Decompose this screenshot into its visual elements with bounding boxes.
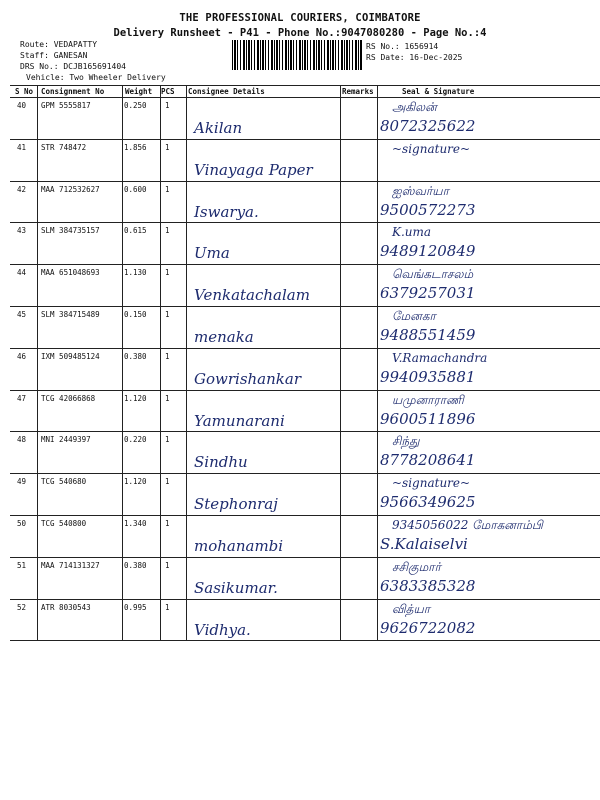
rs-number: RS No.: 1656914 <box>366 42 439 51</box>
cell-sno: 42 <box>17 184 27 194</box>
consignee-name-handwritten: Sindhu <box>194 453 248 472</box>
cell-sno: 45 <box>17 310 27 319</box>
cell-weight: 1.340 <box>124 519 147 528</box>
signature-handwritten: மேனகா <box>392 309 436 323</box>
cell-pcs: 1 <box>165 477 170 487</box>
row-divider <box>10 640 600 641</box>
cell-sno: 41 <box>17 142 27 152</box>
cell-sno: 46 <box>17 351 27 361</box>
consignee-name-handwritten: Yamunarani <box>194 411 285 430</box>
cell-sno: 52 <box>17 602 27 612</box>
signature-handwritten: 9345056022 மோகனாம்பி <box>392 518 543 532</box>
consignee-name-handwritten: Iswarya. <box>194 202 259 221</box>
cell-weight: 1.120 <box>124 477 147 487</box>
row-divider <box>10 139 600 140</box>
phone-handwritten: 9566349625 <box>380 493 476 512</box>
cell-consignment: GPM 5555817 <box>41 101 91 110</box>
phone-handwritten: 9500572273 <box>380 200 476 219</box>
phone-handwritten: 9600511896 <box>380 409 476 428</box>
cell-weight: 0.615 <box>124 226 147 236</box>
consignee-name-handwritten: Sasikumar. <box>194 578 278 597</box>
cell-consignment: TCG 540680 <box>41 477 87 487</box>
signature-handwritten: V.Ramachandra <box>392 350 488 365</box>
row-divider <box>10 306 600 307</box>
col-header-pcs: PCS <box>161 87 175 96</box>
cell-weight: 0.220 <box>124 435 147 445</box>
cell-consignment: TCG 540800 <box>41 519 87 528</box>
cell-pcs: 1 <box>165 142 170 152</box>
signature-handwritten: வெங்கடாசலம் <box>392 267 474 282</box>
row-divider <box>10 431 600 432</box>
route-label: Route: VEDAPATTY <box>20 40 98 49</box>
drs-number: DRS No.: DCJB165691404 <box>20 62 126 71</box>
cell-consignment: SLM 384735157 <box>41 226 100 236</box>
cell-weight: 0.150 <box>124 310 147 319</box>
signature-handwritten: K.uma <box>392 225 432 240</box>
table-top-border <box>10 85 600 86</box>
phone-handwritten: 9489120849 <box>380 242 476 261</box>
col-header-consignee: Consignee Details <box>188 87 265 96</box>
cell-consignment: STR 748472 <box>41 142 87 152</box>
signature-handwritten: சசிகுமார் <box>392 559 441 574</box>
cell-weight: 0.250 <box>124 101 147 110</box>
cell-weight: 1.130 <box>124 268 147 278</box>
row-divider <box>10 515 600 516</box>
cell-consignment: SLM 384715489 <box>41 310 100 319</box>
cell-weight: 0.600 <box>124 184 147 194</box>
cell-weight: 1.120 <box>124 393 147 403</box>
consignee-name-handwritten: Akilan <box>194 119 243 137</box>
cell-sno: 44 <box>17 268 27 278</box>
row-divider <box>10 557 600 558</box>
vehicle-label: Vehicle: Two Wheeler Delivery <box>26 73 166 82</box>
col-header-weight: Weight <box>125 87 153 96</box>
cell-sno: 47 <box>17 393 27 403</box>
cell-pcs: 1 <box>165 184 170 194</box>
cell-consignment: MAA 714131327 <box>41 560 100 570</box>
runsheet-subtitle: Delivery Runsheet - P41 - Phone No.:9047080280 - Page No.:4 <box>113 27 487 39</box>
consignee-name-handwritten: menaka <box>194 328 254 346</box>
phone-handwritten: 6379257031 <box>380 284 476 303</box>
cell-pcs: 1 <box>165 560 170 570</box>
cell-consignment: ATR 8030543 <box>41 602 91 612</box>
cell-pcs: 1 <box>165 602 170 612</box>
company-title: THE PROFESSIONAL COURIERS, COIMBATORE <box>179 12 421 24</box>
col-header-sno: S No <box>15 87 34 96</box>
phone-handwritten: 9626722082 <box>380 618 476 637</box>
staff-label: Staff: GANESAN <box>20 51 88 60</box>
signature-handwritten: ~signature~ <box>392 476 471 491</box>
cell-pcs: 1 <box>165 393 170 403</box>
consignee-name-handwritten: Vinayaga Paper <box>194 160 313 179</box>
rs-date: RS Date: 16-Dec-2025 <box>366 53 463 62</box>
cell-sno: 51 <box>17 560 27 570</box>
cell-consignment: MNI 2449397 <box>41 435 91 445</box>
cell-consignment: MAA 651048693 <box>41 268 100 278</box>
consignee-name-handwritten: Stephonraj <box>194 495 278 514</box>
phone-handwritten: 8072325622 <box>380 117 476 135</box>
cell-consignment: TCG 42066868 <box>41 393 96 403</box>
cell-pcs: 1 <box>165 351 170 361</box>
cell-sno: 40 <box>17 101 27 110</box>
cell-sno: 43 <box>17 226 27 236</box>
cell-pcs: 1 <box>165 435 170 445</box>
cell-pcs: 1 <box>165 268 170 278</box>
row-divider <box>10 348 600 349</box>
cell-sno: 49 <box>17 477 27 487</box>
row-divider <box>10 473 600 474</box>
signature-handwritten: ~signature~ <box>392 141 471 156</box>
col-header-remarks: Remarks <box>342 87 374 96</box>
consignee-name-handwritten: mohanambi <box>194 537 284 555</box>
consignee-name-handwritten: Uma <box>194 244 230 263</box>
phone-handwritten: 9488551459 <box>380 326 476 344</box>
col-header-consignment: Consignment No <box>41 87 105 96</box>
signature-handwritten: ஐஸ்வர்யா <box>392 183 449 198</box>
phone-handwritten: S.Kalaiselvi <box>380 535 468 553</box>
phone-handwritten: 6383385328 <box>380 576 476 595</box>
cell-sno: 48 <box>17 435 27 445</box>
row-divider <box>10 599 600 600</box>
cell-sno: 50 <box>17 519 27 528</box>
header-bottom-border <box>10 97 600 98</box>
signature-handwritten: அகிலன் <box>392 100 437 114</box>
cell-pcs: 1 <box>165 310 170 319</box>
row-divider <box>10 181 600 182</box>
barcode <box>232 40 362 70</box>
cell-consignment: MAA 712532627 <box>41 184 100 194</box>
row-divider <box>10 264 600 265</box>
cell-weight: 1.856 <box>124 142 147 152</box>
signature-handwritten: வித்யா <box>392 601 431 616</box>
col-header-seal: Seal & Signature <box>402 87 475 96</box>
cell-consignment: IXM 509485124 <box>41 351 100 361</box>
cell-weight: 0.995 <box>124 602 147 612</box>
cell-pcs: 1 <box>165 101 170 110</box>
cell-weight: 0.380 <box>124 351 147 361</box>
phone-handwritten: 8778208641 <box>380 451 476 470</box>
signature-handwritten: யமுனாராணி <box>392 392 464 407</box>
row-divider <box>10 222 600 223</box>
consignee-name-handwritten: Gowrishankar <box>194 369 301 388</box>
phone-handwritten: 9940935881 <box>380 367 476 386</box>
consignee-name-handwritten: Venkatachalam <box>194 286 310 305</box>
cell-pcs: 1 <box>165 519 170 528</box>
cell-weight: 0.380 <box>124 560 147 570</box>
signature-handwritten: சிந்து <box>392 434 420 449</box>
cell-pcs: 1 <box>165 226 170 236</box>
consignee-name-handwritten: Vidhya. <box>194 620 251 639</box>
row-divider <box>10 390 600 391</box>
